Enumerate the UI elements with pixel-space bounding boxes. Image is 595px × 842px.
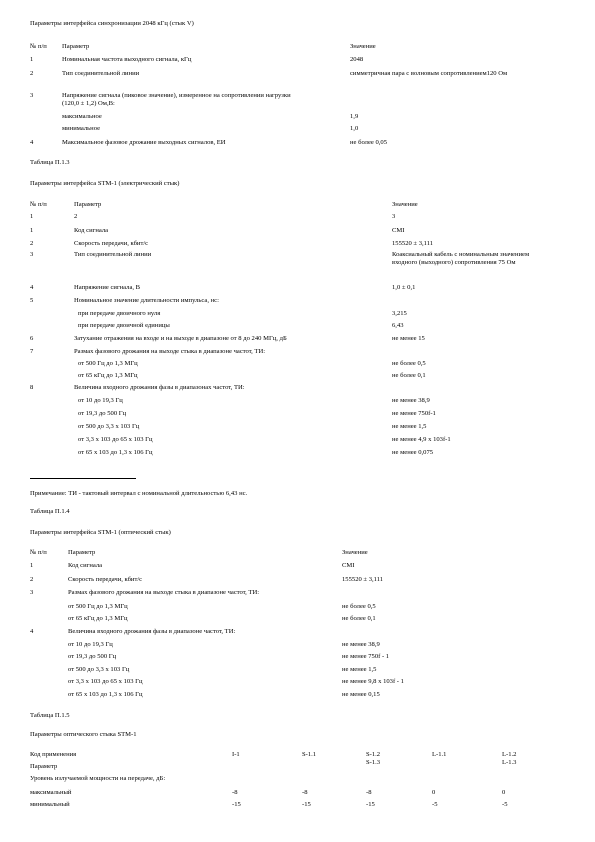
column-header: Значение — [342, 549, 368, 556]
table-cell: 1,0 ± 0,1 — [392, 284, 416, 291]
table-cell: CMI — [392, 227, 405, 234]
table-caption: Таблица П.1.3 — [30, 159, 70, 166]
table-cell: не менее 0,075 — [392, 449, 434, 456]
table-cell: -8 — [232, 789, 238, 796]
column-header: Параметр — [74, 201, 102, 208]
table-cell: от 65 х 103 до 1,3 х 106 Гц — [78, 449, 153, 456]
table-cell: 0 — [502, 789, 506, 796]
table-cell: от 10 до 19,3 Гц — [78, 397, 123, 404]
application-code-header: I-1 — [232, 751, 240, 758]
table-cell: не менее 9,8 х 103f - 1 — [342, 678, 404, 685]
table-cell: Коаксиальный кабель с номинальным значением входного (выходного) сопротивления 75 Ом — [392, 251, 530, 266]
table-cell: 5 — [30, 297, 34, 304]
table-cell: -5 — [502, 801, 508, 808]
table-cell: 6 — [30, 335, 34, 342]
table-cell: 1,9 — [350, 113, 359, 120]
table-cell: -8 — [366, 789, 372, 796]
table-cell: от 3,3 х 103 до 65 х 103 Гц — [68, 678, 143, 685]
table-cell: 1 — [30, 562, 34, 569]
table-cell: от 3,3 х 103 до 65 х 103 Гц — [78, 436, 153, 443]
table-cell: Номинальное значение длительности импульса, нс: — [74, 297, 219, 304]
table-cell: 3 — [30, 251, 34, 258]
table-cell: не менее 4,9 х 103f-1 — [392, 436, 451, 443]
table-cell: Размах фазового дрожания на выходе стыка в диапазоне частот, ТИ: — [68, 589, 260, 596]
column-header: Параметр — [62, 43, 90, 50]
table-cell: минимальное — [62, 125, 101, 132]
column-header: № п/п — [30, 43, 47, 50]
table-cell: 7 — [30, 348, 34, 355]
table-cell: максимальный — [30, 789, 72, 796]
footnote: Примечание: ТИ - тактовый интервал с номинальной длительностью 6,43 нс. — [30, 490, 248, 497]
column-header: № п/п — [30, 549, 47, 556]
table-cell: от 500 Гц до 1,3 МГц — [68, 603, 128, 610]
table-cell: -8 — [302, 789, 308, 796]
table-cell: не менее 750f - 1 — [342, 653, 390, 660]
table-cell: 0 — [432, 789, 436, 796]
table-cell: 2 — [74, 213, 78, 220]
table-cell: Тип соединительной линии — [74, 251, 152, 258]
table-cell: 3 — [392, 213, 396, 220]
table-cell: минимальный — [30, 801, 70, 808]
table-cell: 6,43 — [392, 322, 404, 329]
table-cell: от 19,3 до 500 Гц — [78, 410, 127, 417]
table-cell: от 65 кГц до 1,3 МГц — [68, 615, 128, 622]
table-cell: при передаче двоичной единицы — [78, 322, 170, 329]
table-cell: 4 — [30, 284, 34, 291]
table-cell: максимальное — [62, 113, 102, 120]
table-cell: от 500 Гц до 1,3 МГц — [78, 360, 138, 367]
table-cell: 3,215 — [392, 310, 407, 317]
table-cell: от 500 до 3,3 х 103 Гц — [68, 666, 130, 673]
table-cell: от 19,3 до 500 Гц — [68, 653, 117, 660]
table-cell: 155520 ± 3,111 — [392, 240, 434, 247]
table-cell: -15 — [302, 801, 311, 808]
table-cell: не более 0,5 — [342, 603, 376, 610]
table-cell: 1 — [30, 56, 34, 63]
table-cell: 155520 ± 3,111 — [342, 576, 384, 583]
column-header: Значение — [350, 43, 376, 50]
table-cell: от 500 до 3,3 х 103 Гц — [78, 423, 140, 430]
table-cell: Код сигнала — [74, 227, 109, 234]
table-cell: не менее 750f-1 — [392, 410, 436, 417]
application-code-header: S-1.1 — [302, 751, 317, 758]
table-cell: 3 — [30, 589, 34, 596]
footnote-divider — [30, 478, 136, 479]
section-title: Параметры оптического стыка STM-1 — [30, 731, 137, 738]
table-cell: Скорость передачи, кбит/с — [68, 576, 143, 583]
table-cell: -15 — [232, 801, 241, 808]
table-cell: не менее 1,5 — [392, 423, 427, 430]
section-title: Параметры интерфейса STM-1 (оптический стык) — [30, 529, 171, 536]
table-cell: 2 — [30, 576, 34, 583]
table-cell: Тип соединительной линии — [62, 70, 140, 77]
table-cell: не более 0,1 — [392, 372, 426, 379]
table-cell: 8 — [30, 384, 34, 391]
table-cell: 3 — [30, 92, 34, 99]
table-cell: Размах фазового дрожания на выходе стыка в диапазоне частот, ТИ: — [74, 348, 266, 355]
column-header: Параметр — [68, 549, 96, 556]
table-caption: Таблица П.1.5 — [30, 712, 70, 719]
column-header: № п/п — [30, 201, 47, 208]
section-title: Параметры интерфейса STM-1 (электрический стык) — [30, 180, 180, 187]
table-cell: 4 — [30, 628, 34, 635]
table-cell: 1 — [30, 213, 34, 220]
table-cell: Напряжение сигнала, В — [74, 284, 141, 291]
table-cell: от 65 х 103 до 1,3 х 106 Гц — [68, 691, 143, 698]
table-cell: от 65 кГц до 1,3 МГц — [78, 372, 138, 379]
application-code-header: L-1.2 L-1.3 — [502, 751, 517, 766]
table-caption: Таблица П.1.4 — [30, 508, 70, 515]
table-cell: Уровень излучаемой мощности на передаче, дБ: — [30, 775, 166, 782]
table-cell: Величина входного дрожания фазы в диапазоне частот, ТИ: — [68, 628, 236, 635]
table-cell: Номинальная частота выходного сигнала, кГц — [62, 56, 192, 63]
table-cell: CMI — [342, 562, 355, 569]
table-cell: 1 — [30, 227, 34, 234]
table-cell: 1,0 — [350, 125, 359, 132]
column-header: Значение — [392, 201, 418, 208]
table-cell: при передаче двоичного нуля — [78, 310, 161, 317]
table-cell: не менее 1,5 — [342, 666, 377, 673]
table-cell: Код сигнала — [68, 562, 103, 569]
table-cell: от 10 до 19,3 Гц — [68, 641, 113, 648]
table-cell: 4 — [30, 139, 34, 146]
table-cell: не более 0,05 — [350, 139, 387, 146]
table-cell: 2 — [30, 240, 34, 247]
table-cell: не более 0,1 — [342, 615, 376, 622]
column-header: Параметр — [30, 763, 58, 770]
table-cell: не менее 38,9 — [342, 641, 380, 648]
table-cell: не более 0,5 — [392, 360, 426, 367]
table-cell: -5 — [432, 801, 438, 808]
table-cell: Скорость передачи, кбит/с — [74, 240, 149, 247]
table-cell: -15 — [366, 801, 375, 808]
table-cell: не менее 0,15 — [342, 691, 380, 698]
table-cell: не менее 38,9 — [392, 397, 430, 404]
section-title: Параметры интерфейса синхронизации 2048 кГц (стык V) — [30, 20, 194, 27]
table-cell: Максимальное фазовое дрожание выходных сигналов, ЕИ — [62, 139, 226, 146]
table-cell: Величина входного дрожания фазы в диапазонах частот, ТИ: — [74, 384, 245, 391]
table-cell: 2 — [30, 70, 34, 77]
table-cell: Напряжение сигнала (пиковое значение), измеренное на сопротивлении нагрузки (120,0 ± 1,2) Ом,В: — [62, 92, 291, 107]
table-cell: 2048 — [350, 56, 364, 63]
table-cell: симметричная пара с волновым сопротивлением120 Ом — [350, 70, 508, 77]
column-header: Код применения — [30, 751, 77, 758]
table-cell: Затухание отражения на входе и на выходе в диапазоне от 8 до 240 МГц, дБ — [74, 335, 287, 342]
table-cell: не менее 15 — [392, 335, 425, 342]
application-code-header: S-1.2 S-1.3 — [366, 751, 381, 766]
application-code-header: L-1.1 — [432, 751, 447, 758]
